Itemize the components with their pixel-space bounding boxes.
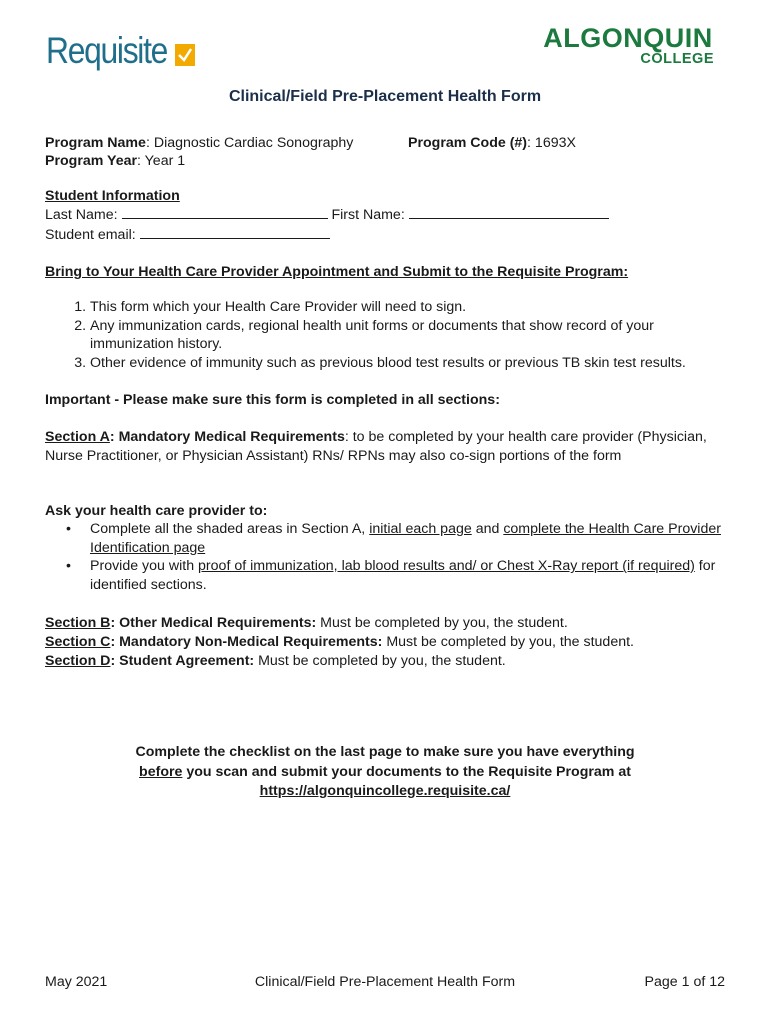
requisite-url-link[interactable]: https://algonquincollege.requisite.ca/	[259, 783, 511, 799]
bullet1-mid-text: and	[471, 521, 504, 537]
checklist-line2	[0, 763, 770, 783]
program-code-value: : 1693X	[527, 135, 576, 151]
section-a-text: : to be completed by your health care provider (Physician, Nurse Practitioner, or Physician Assistant) RNs/ RPNs may also co-sign portions of the form	[45, 429, 707, 464]
section-a-label: Section A	[45, 429, 110, 445]
program-year-value: : Year 1	[137, 153, 186, 169]
section-a	[45, 428, 715, 465]
section-c-text: Must be completed by you, the student.	[382, 634, 634, 650]
first-name-field[interactable]	[409, 206, 609, 219]
list-item: 1. This form which your Health Care Provider will need to sign.	[90, 298, 735, 317]
checklist-reminder	[0, 743, 770, 802]
list-item: 3. Other evidence of immunity such as previous blood test results or previous TB skin test results.	[90, 354, 735, 373]
student-info-heading: Student Information	[45, 188, 180, 204]
program-name-label: Program Name	[45, 135, 146, 151]
requisite-logo	[46, 28, 195, 74]
checklist-line1: Complete the checklist on the last page to make sure you have everything	[135, 744, 635, 760]
name-row	[45, 206, 609, 224]
list-item: 2. Any immunization cards, regional health unit forms or documents that show record of your immunization history.	[90, 317, 735, 354]
ask-list	[45, 520, 725, 594]
program-year-label: Program Year	[45, 153, 138, 169]
student-email-field[interactable]	[140, 226, 330, 239]
section-d-label: Section D	[45, 653, 111, 669]
page-title: Clinical/Field Pre-Placement Health Form	[228, 88, 542, 105]
student-email-label: Student email:	[45, 227, 136, 243]
email-row	[45, 226, 330, 244]
algonquin-college-logo	[540, 24, 716, 66]
bullet2-text: Provide you with	[90, 558, 199, 575]
checklist-line2-text: you scan and submit your documents to the Requisite Program at	[182, 763, 631, 780]
list-item	[66, 520, 725, 557]
last-name-label: Last Name:	[45, 207, 118, 223]
list-item	[66, 557, 725, 594]
section-a-title: : Mandatory Medical Requirements	[109, 429, 345, 445]
bring-list	[45, 298, 735, 372]
college-logo-text: COLLEGE	[640, 51, 714, 67]
program-year-row	[45, 152, 185, 170]
before-text: before	[139, 763, 183, 780]
ask-list-container	[45, 520, 725, 594]
ask-heading: Ask your health care provider to:	[45, 503, 268, 519]
program-code-label: Program Code (#)	[408, 135, 528, 151]
footer-form-name: Clinical/Field Pre-Placement Health Form	[254, 974, 516, 990]
important-note: Important - Please make sure this form is completed in all sections:	[45, 392, 500, 408]
last-name-field[interactable]	[122, 206, 328, 219]
section-c-title: : Mandatory Non-Medical Requirements:	[110, 634, 383, 650]
initial-each-page-text: initial each page	[369, 521, 472, 537]
sections-bcd	[45, 614, 634, 671]
bullet-icon: •	[66, 521, 71, 537]
section-d-title: : Student Agreement:	[110, 653, 255, 669]
section-c-label: Section C	[45, 634, 111, 650]
bullet1-text: Complete all the shaded areas in Section A,	[90, 521, 370, 537]
requisite-logo-text: Requisite	[46, 30, 168, 71]
program-code-row	[408, 134, 576, 152]
section-b-text: Must be completed by you, the student.	[316, 615, 568, 631]
program-name-value: : Diagnostic Cardiac Sonography	[145, 135, 354, 151]
first-name-label: First Name:	[331, 207, 405, 223]
program-name-row	[45, 134, 353, 152]
algonquin-logo-text: ALGONQUIN	[543, 23, 713, 53]
proof-of-immunization-text: proof of immunization, lab blood results and/ or Chest X-Ray report (if required)	[198, 558, 695, 575]
hcp-identification-text: complete the Health Care Provider Identification page	[90, 521, 721, 556]
bring-list-container	[45, 298, 735, 372]
footer-date: May 2021	[45, 974, 108, 990]
section-d-text: Must be completed by you, the student.	[254, 653, 506, 669]
footer-page-number: Page 1 of 12	[644, 974, 725, 990]
section-b-title: : Other Medical Requirements:	[110, 615, 317, 631]
bullet2-post-text: for identified sections.	[90, 558, 716, 593]
bullet-icon: •	[66, 558, 71, 575]
check-icon	[175, 44, 195, 66]
bring-heading: Bring to Your Health Care Provider Appointment and Submit to the Requisite Program:	[45, 264, 629, 280]
section-b-label: Section B	[45, 615, 111, 631]
section-b	[45, 614, 634, 633]
section-d	[45, 652, 634, 671]
section-c	[45, 633, 634, 652]
